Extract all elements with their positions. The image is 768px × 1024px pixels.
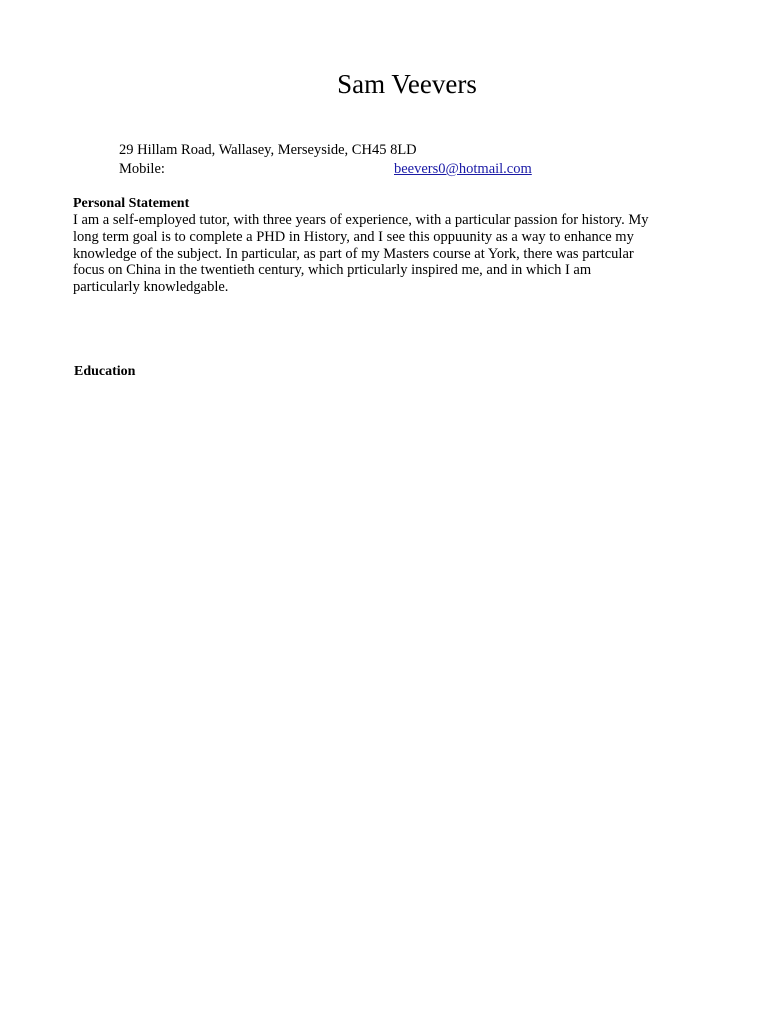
personal-statement-heading: Personal Statement <box>73 196 190 211</box>
page-title: Sam Veevers <box>337 69 477 99</box>
mobile-label: Mobile: <box>119 161 165 177</box>
personal-statement-body <box>73 212 703 296</box>
statement-line: particularly knowledgable. <box>73 279 229 296</box>
statement-line: knowledge of the subject. In particular, as part of my Masters course at York, there was partcular <box>73 245 634 262</box>
statement-line: I am a self-employed tutor, with three years of experience, with a particular passion for history. My <box>73 212 649 228</box>
education-heading: Education <box>74 364 136 379</box>
address-text: 29 Hillam Road, Wallasey, Merseyside, CH45 8LD <box>119 142 417 158</box>
email-link[interactable]: beevers0@hotmail.com <box>394 161 532 177</box>
statement-line: long term goal is to complete a PHD in History, and I see this oppuunity as a way to enhance my <box>73 228 634 245</box>
statement-line: focus on China in the twentieth century, which prticularly inspired me, and in which I am <box>73 262 592 279</box>
